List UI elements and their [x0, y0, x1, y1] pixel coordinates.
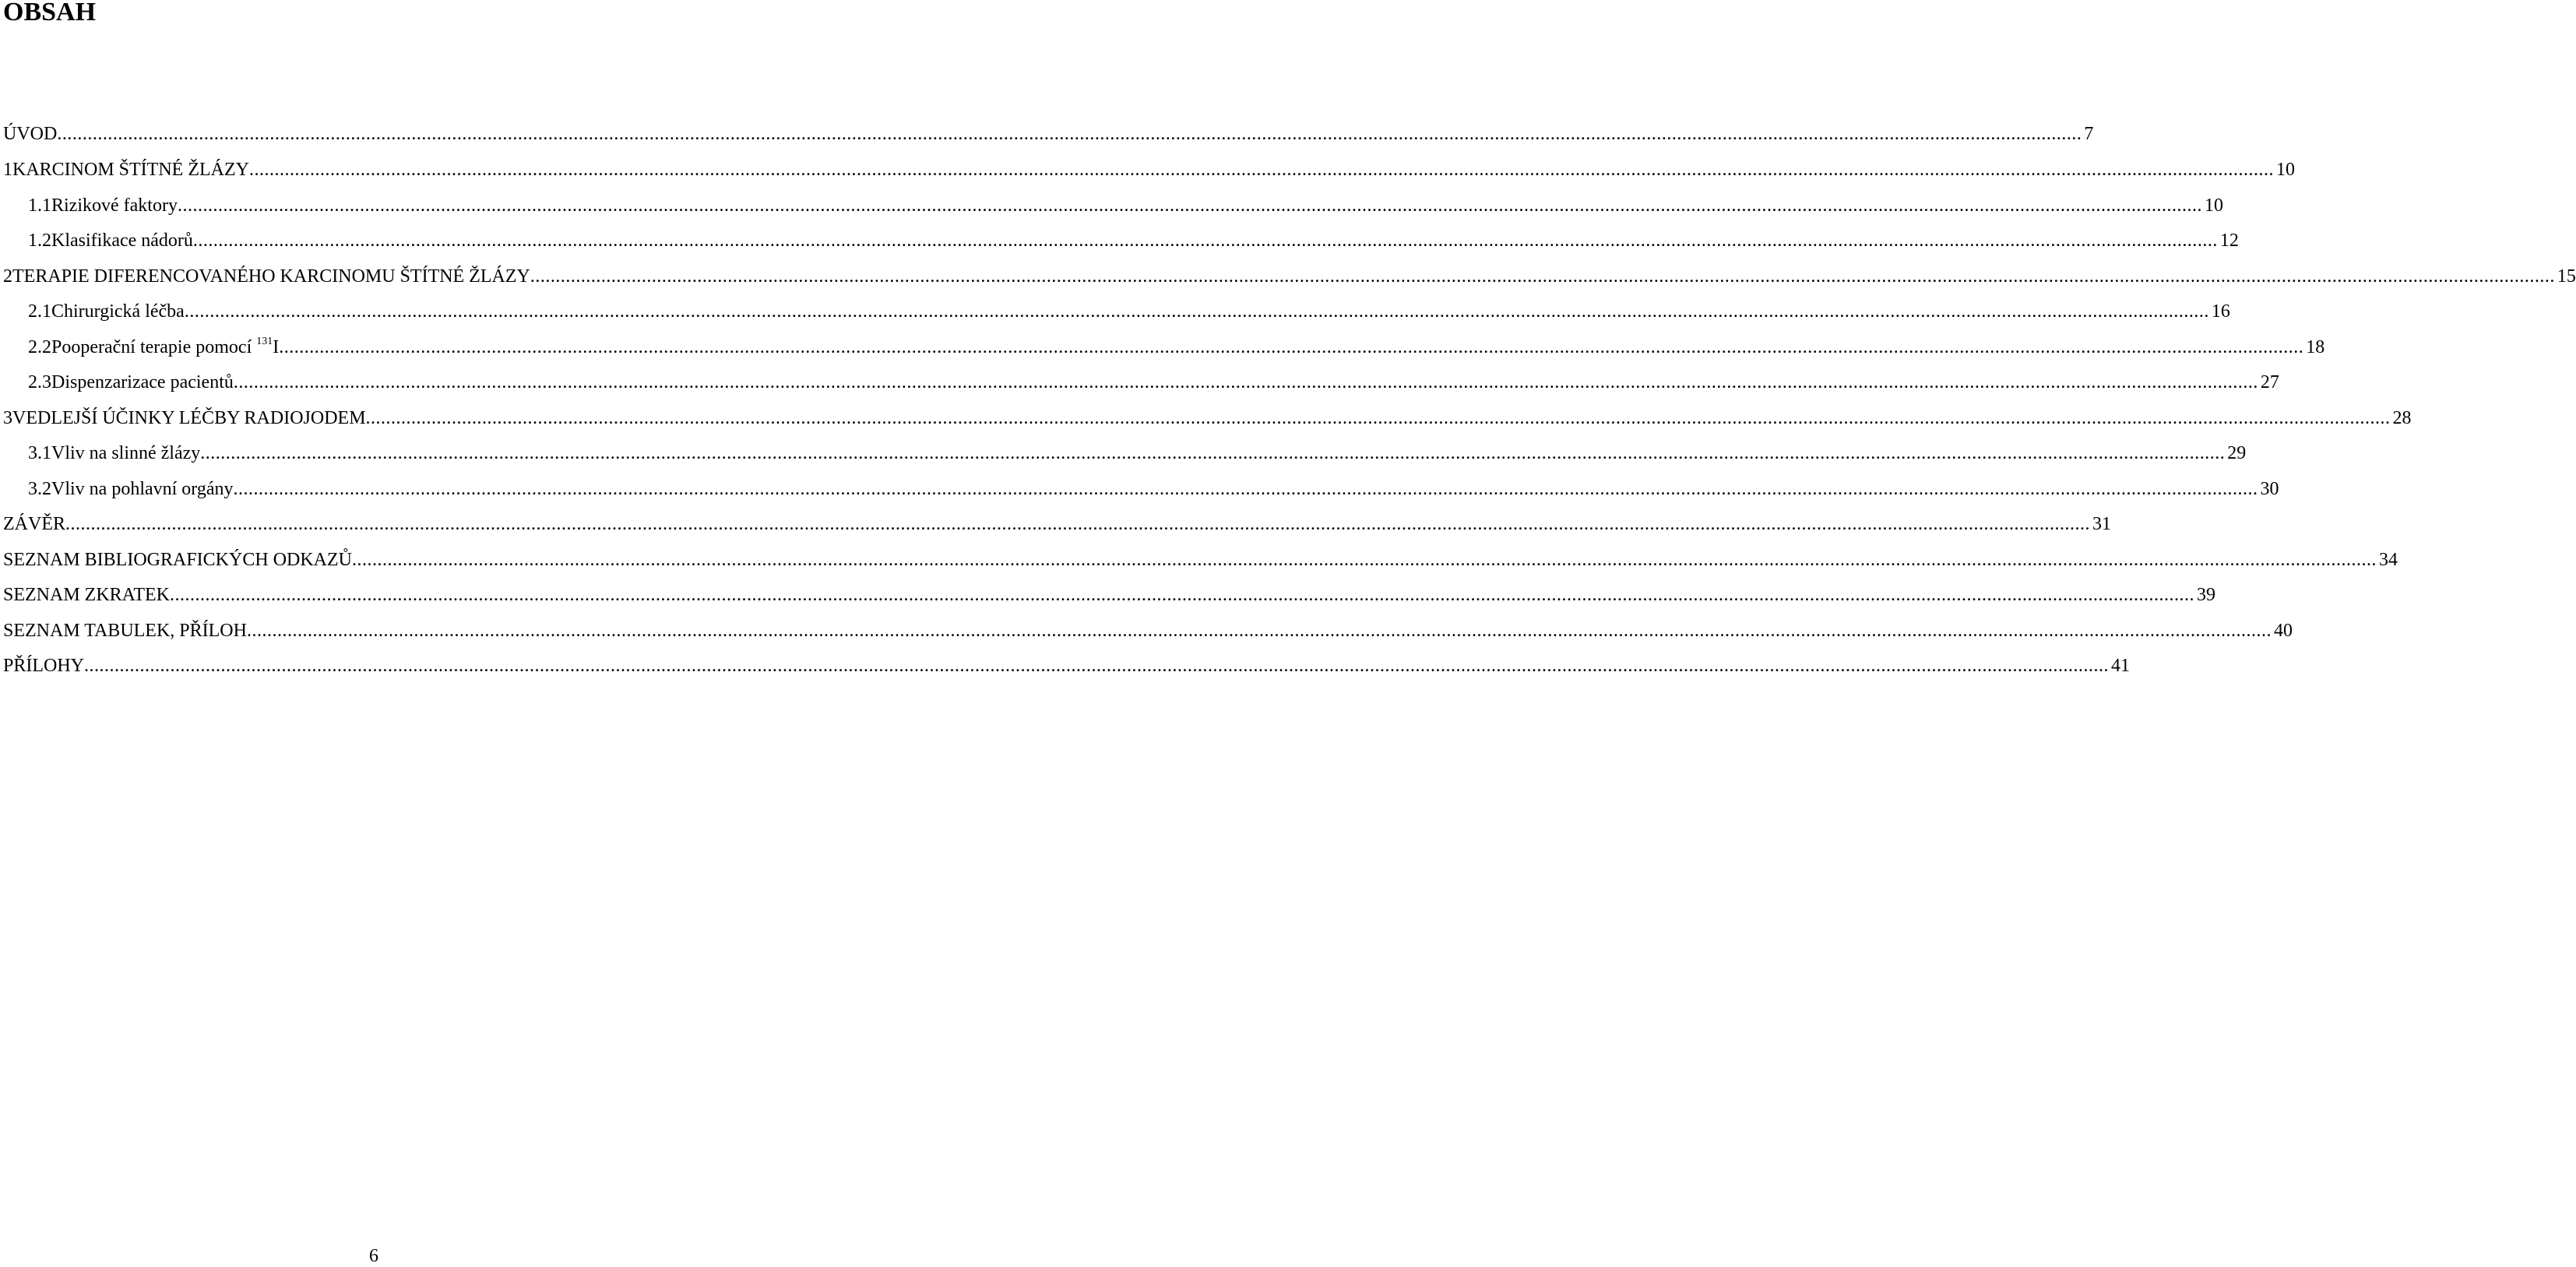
toc-entry-label: Vliv na slinné žlázy: [51, 443, 201, 463]
toc-entry-number: 3.2: [28, 479, 51, 499]
toc-entry[interactable]: [28, 369, 2279, 396]
toc-entry[interactable]: [3, 263, 2576, 290]
dot-leader: ................................................................................................................................................................................................................................................................................................................................................................................................................: [365, 408, 2391, 428]
dot-leader: ................................................................................................................................................................................................................................................................................................................................................................................................................: [170, 585, 2194, 605]
toc-entry-label: SEZNAM TABULEK, PŘÍLOH: [3, 621, 247, 641]
dot-leader: ................................................................................................................................................................................................................................................................................................................................................................................................................: [192, 231, 2218, 251]
toc-entry-label-suffix: I: [273, 337, 280, 357]
page-title: OBSAH: [3, 0, 97, 26]
toc-entry-label: VEDLEJŠÍ ÚČINKY LÉČBY RADIOJODEM: [12, 408, 366, 428]
toc-entry-label: KARCINOM ŠTÍTNÉ ŽLÁZY: [12, 160, 249, 180]
toc-entry[interactable]: [28, 334, 2325, 361]
toc-entry[interactable]: [28, 298, 2230, 325]
toc-entry-number: 2.3: [28, 372, 51, 392]
dot-leader: ................................................................................................................................................................................................................................................................................................................................................................................................................: [233, 372, 2258, 392]
toc-entry-label: SEZNAM BIBLIOGRAFICKÝCH ODKAZŮ: [3, 550, 353, 570]
toc-entry[interactable]: [28, 227, 2239, 254]
toc-entry[interactable]: [3, 582, 2215, 608]
toc-entry[interactable]: [3, 121, 2094, 147]
toc-entry[interactable]: [3, 653, 2131, 679]
toc-entry-label: TERAPIE DIFERENCOVANÉHO KARCINOMU ŠTÍTNÉ ŽLÁZY: [12, 266, 530, 287]
toc-entry[interactable]: [3, 618, 2293, 644]
toc-entry-page: 31: [2092, 514, 2111, 534]
toc-entry-page: 7: [2084, 124, 2094, 144]
toc-entry-page: 15: [2557, 266, 2576, 287]
toc-entry-number: 1.2: [28, 231, 51, 251]
toc-entry-page: 39: [2197, 585, 2215, 605]
toc-entry-page: 28: [2392, 408, 2412, 428]
toc-entry-page: 18: [2306, 337, 2325, 357]
toc-entry[interactable]: [3, 157, 2295, 183]
dot-leader: ................................................................................................................................................................................................................................................................................................................................................................................................................: [246, 621, 2272, 641]
toc-entry-label: Rizikové faktory: [51, 195, 178, 216]
dot-leader: ................................................................................................................................................................................................................................................................................................................................................................................................................: [177, 195, 2202, 216]
dot-leader: ................................................................................................................................................................................................................................................................................................................................................................................................................: [65, 514, 2090, 534]
toc-entry-label: PŘÍLOHY: [3, 656, 85, 676]
toc-entry-page: 41: [2111, 656, 2131, 676]
toc-entry-label: ZÁVĚR: [3, 514, 65, 534]
toc-entry-label: Vliv na pohlavní orgány: [51, 479, 234, 499]
dot-leader: ................................................................................................................................................................................................................................................................................................................................................................................................................: [279, 337, 2304, 357]
toc-entry-page: 30: [2260, 479, 2279, 499]
dot-leader: ................................................................................................................................................................................................................................................................................................................................................................................................................: [233, 479, 2258, 499]
dot-leader: ................................................................................................................................................................................................................................................................................................................................................................................................................: [530, 266, 2555, 287]
toc-entry-label: SEZNAM ZKRATEK: [3, 585, 170, 605]
toc-entry[interactable]: [28, 192, 2223, 219]
isotope-superscript: 131: [256, 336, 273, 347]
toc-entry[interactable]: [3, 511, 2111, 537]
toc-entry-number: 2.1: [28, 301, 51, 322]
toc-entry-label: Dispenzarizace pacientů: [51, 372, 234, 392]
toc-entry-label: Chirurgická léčba: [51, 301, 185, 322]
toc-entry-number: 3: [3, 408, 12, 428]
toc-entry-page: 16: [2211, 301, 2230, 322]
toc-entry-page: 12: [2219, 231, 2239, 251]
toc-entry[interactable]: [3, 405, 2412, 431]
page-number: 6: [369, 1246, 378, 1266]
dot-leader: ................................................................................................................................................................................................................................................................................................................................................................................................................: [184, 301, 2209, 322]
toc-entry-page: 10: [2275, 160, 2295, 180]
toc-entry-number: 1: [3, 160, 12, 180]
toc-entry-label: Pooperační terapie pomocí: [51, 337, 252, 357]
toc-entry-number: 2.2: [28, 337, 51, 357]
toc-entry-page: 40: [2273, 621, 2293, 641]
dot-leader: ................................................................................................................................................................................................................................................................................................................................................................................................................: [84, 656, 2110, 676]
toc-entry-label: ÚVOD: [3, 124, 58, 144]
toc-entry[interactable]: [28, 440, 2247, 466]
dot-leader: ................................................................................................................................................................................................................................................................................................................................................................................................................: [57, 124, 2082, 144]
dot-leader: ................................................................................................................................................................................................................................................................................................................................................................................................................: [248, 160, 2274, 180]
toc-entry[interactable]: [3, 547, 2398, 573]
toc-entry-page: 29: [2227, 443, 2247, 463]
toc-entry-page: 34: [2379, 550, 2398, 570]
toc-entry[interactable]: [28, 476, 2279, 502]
toc-entry-label-wrapper: [51, 334, 279, 364]
toc-entry-number: 3.1: [28, 443, 51, 463]
toc-entry-number: 2: [3, 266, 12, 287]
dot-leader: ................................................................................................................................................................................................................................................................................................................................................................................................................: [352, 550, 2377, 570]
toc-entry-number: 1.1: [28, 195, 51, 216]
toc-entry-page: 10: [2204, 195, 2223, 216]
toc-entry-label: Klasifikace nádorů: [51, 231, 193, 251]
dot-leader: ................................................................................................................................................................................................................................................................................................................................................................................................................: [200, 443, 2226, 463]
toc-entry-page: 27: [2260, 372, 2279, 392]
